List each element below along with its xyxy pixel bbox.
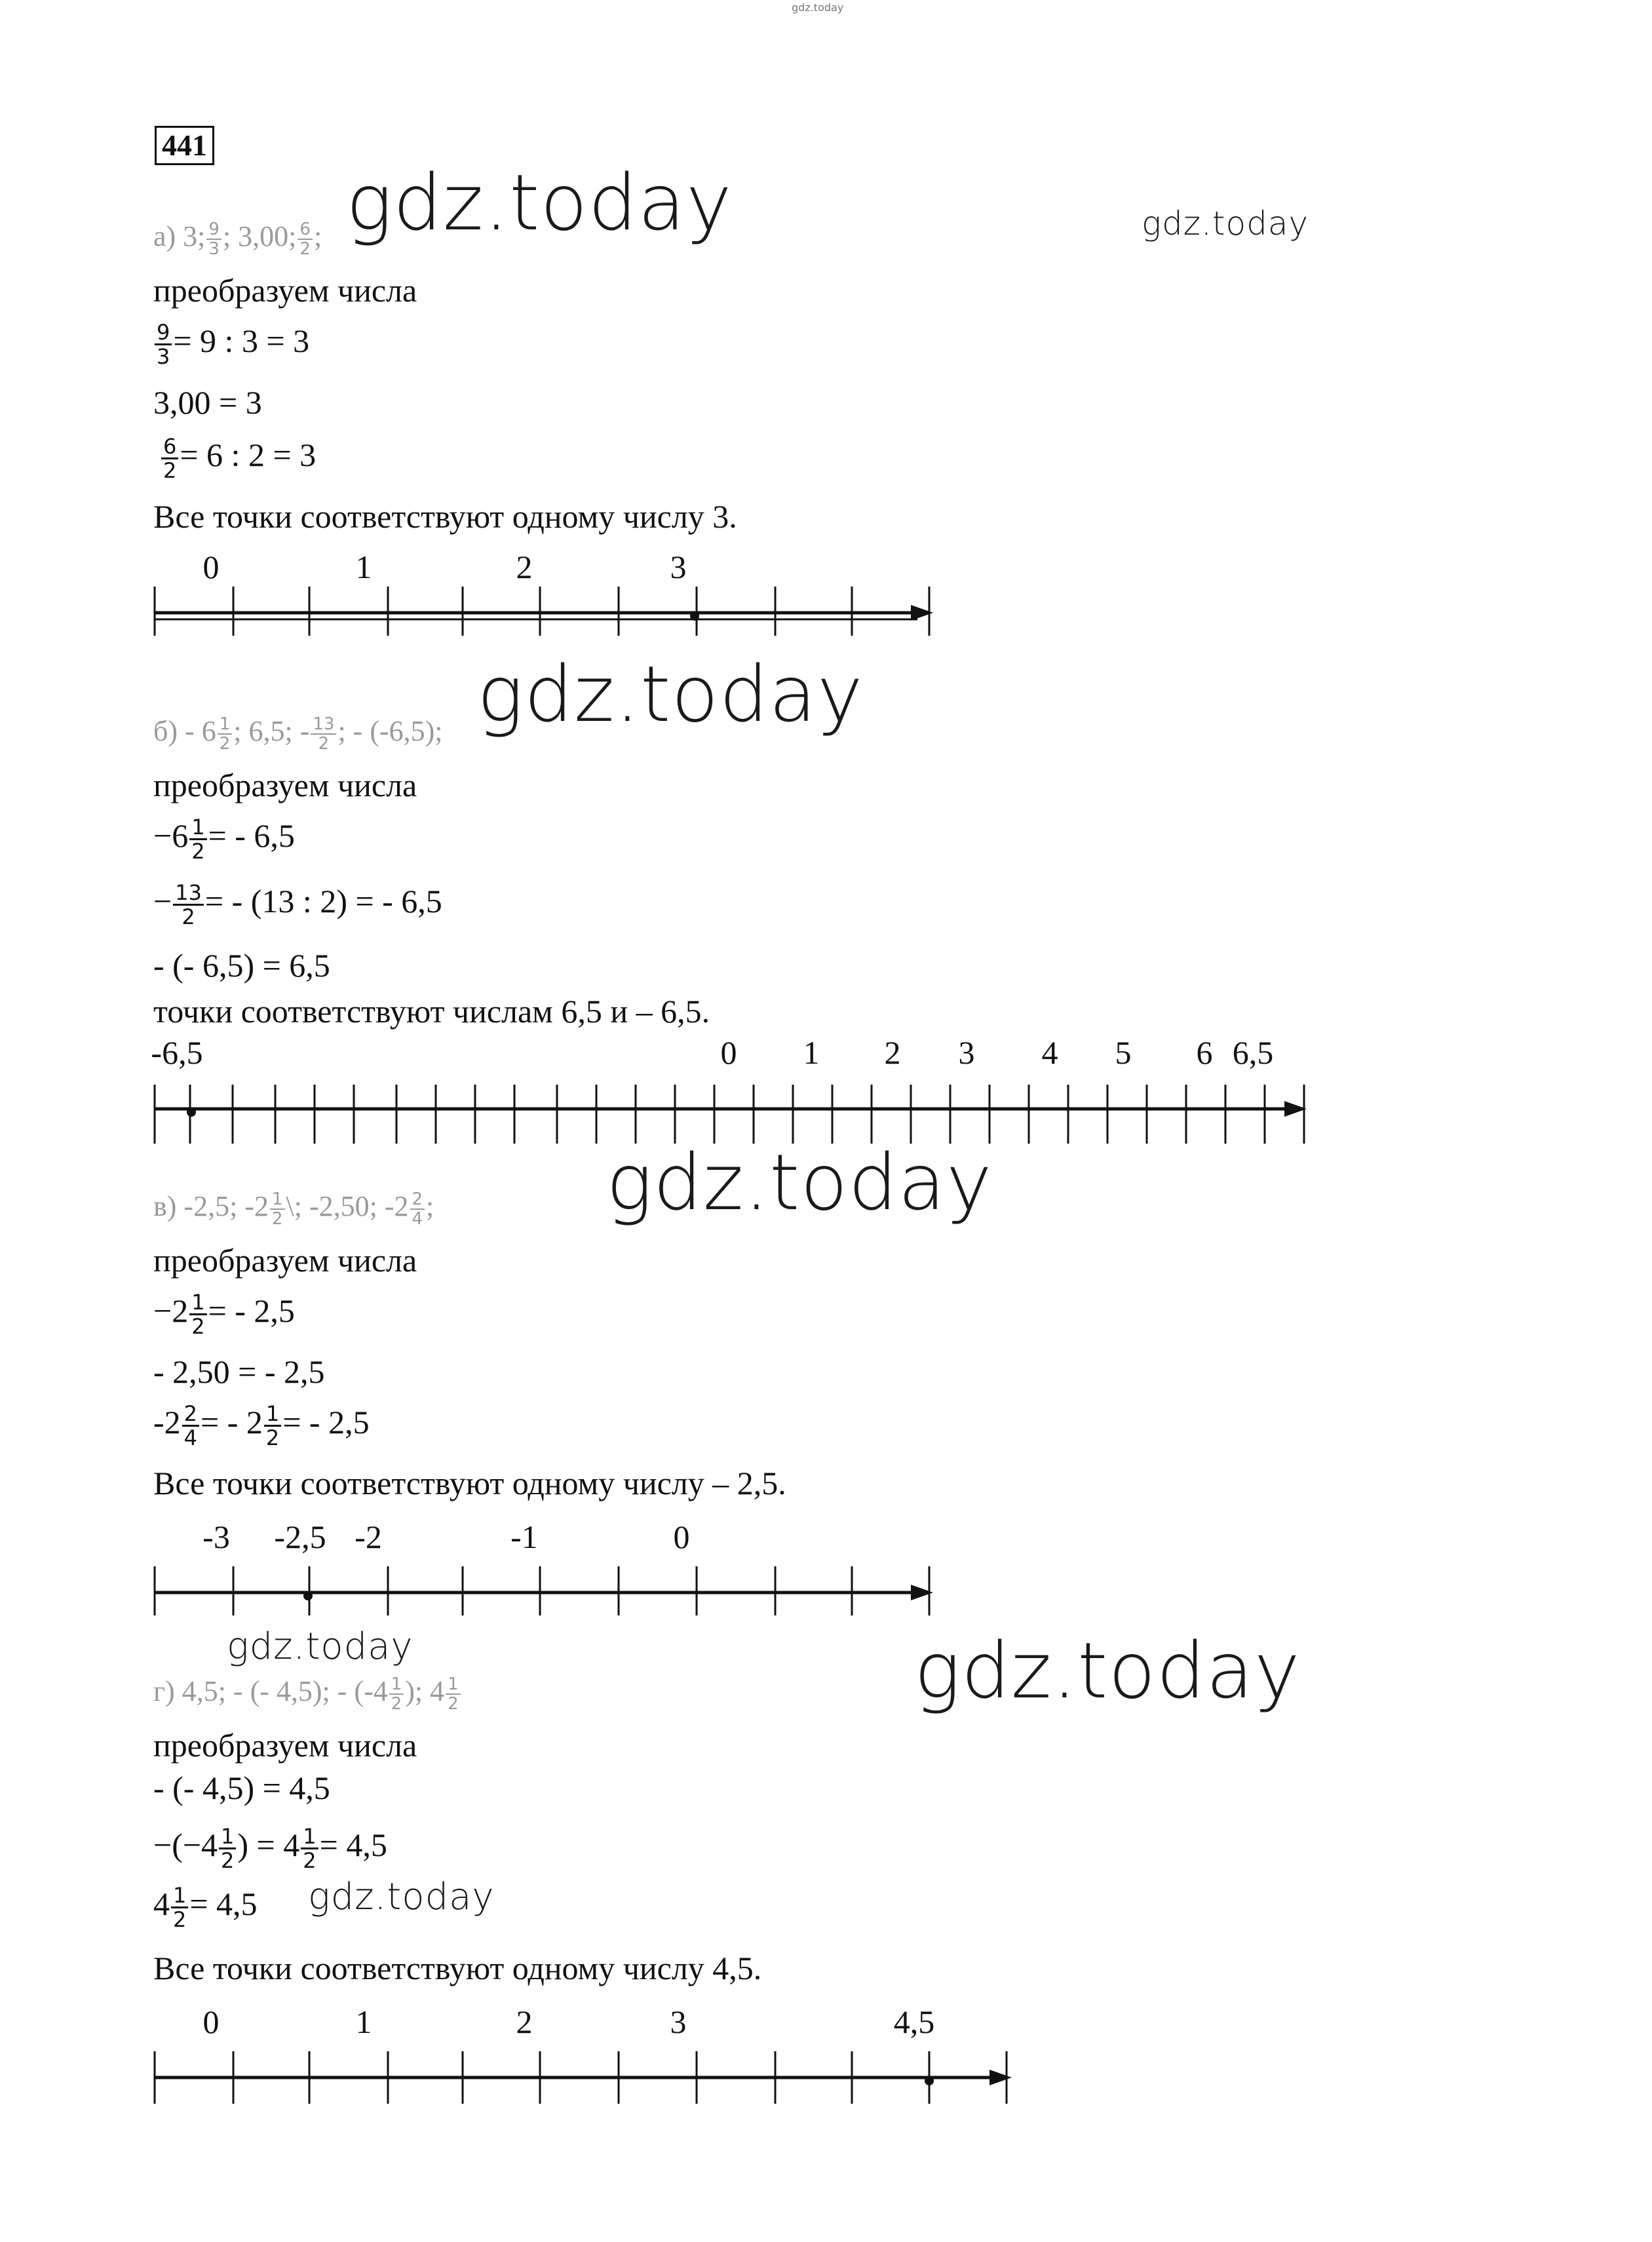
- problem-number: 441: [155, 126, 214, 165]
- part-d-line-3: 4 $\frac{1}{2}$ = 4,5: [153, 1883, 258, 1932]
- axis-labels: [202, 1518, 689, 1555]
- part-d-line-1: - (- 4,5) = 4,5: [153, 1769, 330, 1806]
- tick-label: 3: [670, 2003, 687, 2040]
- axis-point: [925, 2076, 934, 2085]
- watermark: gdz.today: [308, 1876, 495, 1918]
- tick-label: -3: [202, 1518, 230, 1555]
- tick-label: -1: [510, 1518, 538, 1555]
- convert-label: преобразуем числа: [153, 1727, 417, 1764]
- convert-label: преобразуем числа: [153, 767, 417, 803]
- part-c-line-1: −2 $\frac{1}{2}$ = - 2,5: [153, 1290, 295, 1339]
- axis-body: [155, 587, 933, 636]
- part-a-line-1: $\frac{9}{3}$ = 9 : 3 = 3: [153, 321, 309, 368]
- tick-label: -6,5: [151, 1034, 203, 1071]
- part-a-condition: а) 3; $\frac{9}{3}$ ; 3,00; $\frac{6}{2}$ ;: [153, 219, 322, 259]
- axis-body: [155, 2051, 1012, 2104]
- part-c-conclusion: Все точки соответствуют одному числу – 2,5.: [153, 1465, 786, 1501]
- tick-label: 6,5: [1232, 1034, 1274, 1071]
- axis-labels: [151, 1034, 1273, 1071]
- tick-label: 1: [355, 549, 372, 585]
- number-line-d: [0, 1992, 1652, 2123]
- part-b-conclusion: точки соответствуют числам 6,5 и – 6,5.: [153, 993, 710, 1030]
- axis-body: [155, 1566, 933, 1615]
- tick-label: 2: [516, 2003, 533, 2040]
- tick-label: 4: [1041, 1034, 1058, 1071]
- tick-label: 0: [202, 549, 220, 585]
- convert-label: преобразуем числа: [153, 272, 417, 309]
- part-a-line-2: 3,00 = 3: [153, 384, 262, 421]
- watermark: gdz.today: [477, 649, 864, 739]
- tick-label: 0: [202, 2003, 220, 2040]
- axis-point: [690, 611, 699, 621]
- axis-labels: [203, 2003, 935, 2040]
- part-c-line-2: - 2,50 = - 2,5: [153, 1353, 325, 1390]
- part-c-condition: в) -2,5; -2 $\frac{1}{2}$ \; -2,50; -2 $\frac{2}{4}$ ;: [153, 1189, 434, 1229]
- tick-label: 2: [884, 1034, 901, 1071]
- tick-label: 2: [516, 549, 533, 585]
- part-d-conclusion: Все точки соответствуют одному числу 4,5.: [153, 1950, 762, 1986]
- axis-body: [155, 1085, 1307, 1144]
- watermark: gdz.today: [914, 1625, 1301, 1716]
- part-d-line-2: −(−4 $\frac{1}{2}$ ) = 4 $\frac{1}{2}$ = 4,5: [153, 1824, 387, 1873]
- axis-labels: [203, 549, 687, 585]
- convert-label: преобразуем числа: [153, 1242, 417, 1279]
- top-watermark: gdz.today: [792, 1, 844, 14]
- tick-label: -2: [355, 1518, 382, 1555]
- number-line-c: [0, 1507, 1652, 1638]
- part-a-conclusion: Все точки соответствуют одному числу 3.: [153, 498, 737, 535]
- tick-label: 5: [1115, 1034, 1132, 1071]
- tick-label: 1: [803, 1034, 820, 1071]
- part-a-line-3: $\frac{6}{2}$ = 6 : 2 = 3: [160, 435, 316, 482]
- part-b-line-1: −6 $\frac{1}{2}$ = - 6,5: [153, 815, 295, 864]
- watermark: gdz.today: [1142, 204, 1309, 242]
- axis-point: [187, 1108, 196, 1117]
- tick-label: 4,5: [893, 2003, 935, 2040]
- watermark: gdz.today: [227, 1625, 413, 1668]
- part-b-line-2: − $\frac{13}{2}$ = - (13 : 2) = - 6,5: [153, 880, 442, 929]
- part-b-condition: б) - 6 $\frac{1}{2}$ ; 6,5; - $\frac{13}{2}$ ; - (-6,5);: [153, 714, 443, 754]
- tick-label: 0: [673, 1518, 690, 1555]
- part-b-line-3: - (- 6,5) = 6,5: [153, 947, 330, 984]
- tick-label: 0: [720, 1034, 737, 1071]
- axis-point: [303, 1591, 313, 1600]
- part-c-line-3: -2 $\frac{2}{4}$ = - 2 $\frac{1}{2}$ = - 2,5: [153, 1401, 370, 1450]
- watermark: gdz.today: [606, 1137, 993, 1227]
- tick-label: 3: [958, 1034, 975, 1071]
- tick-label: -2,5: [274, 1518, 326, 1555]
- watermark: gdz.today: [346, 157, 733, 248]
- tick-label: 3: [670, 549, 687, 585]
- axis-arrow: [989, 2070, 1012, 2085]
- tick-label: 1: [355, 2003, 372, 2040]
- part-d-condition: г) 4,5; - (- 4,5); - (-4 $\frac{1}{2}$ ); 4 $\frac{1}{2}$: [153, 1674, 462, 1713]
- tick-label: 6: [1196, 1034, 1213, 1071]
